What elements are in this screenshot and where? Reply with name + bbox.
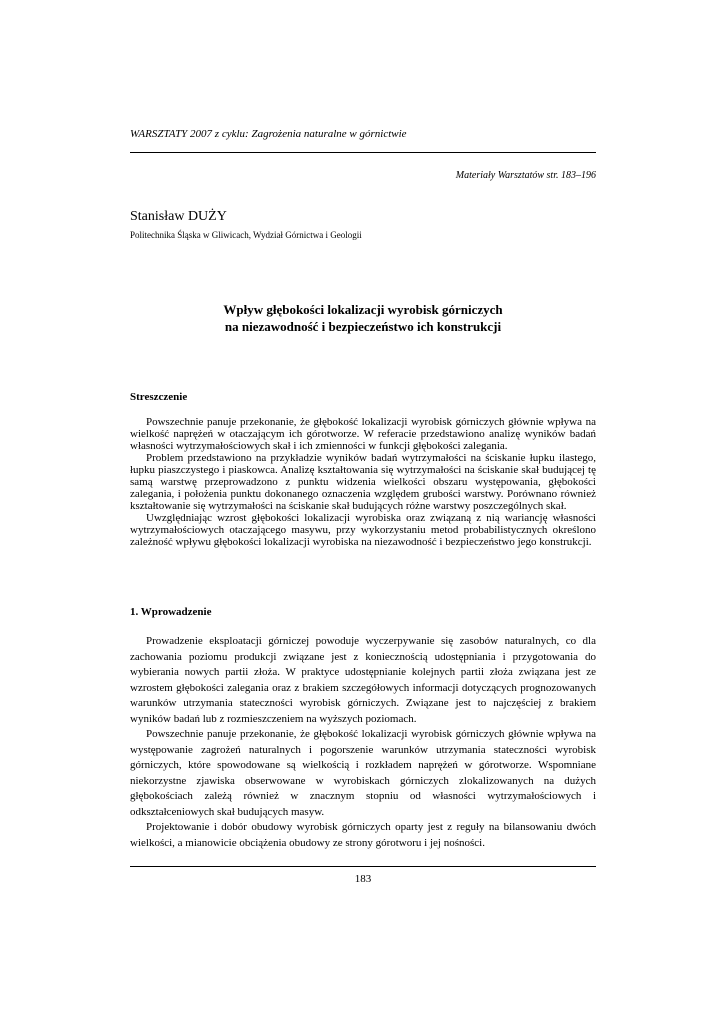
introduction-body xyxy=(130,634,596,851)
header-rule xyxy=(130,152,596,153)
abstract-paragraph: Uwzględniając wzrost głębokości lokalizacji wyrobiska oraz związaną z nią wariancję własności wytrzymałościowych otaczającego masywu, przy wykorzystaniu metod probabilistycznych określono zależność wpływu głębokości lokalizacji wyrobiska na niezawodność i bezpieczeństwo jego konstrukcji. xyxy=(130,512,596,549)
body-paragraph: Projektowanie i dobór obudowy wyrobisk górniczych oparty jest z reguły na bilansowaniu dwóch wielkości, a mianowicie obciążenia obudowy ze strony górotworu i jej nośności. xyxy=(130,821,596,849)
body-paragraph: Prowadzenie eksploatacji górniczej powoduje wyczerpywanie się zasobów naturalnych, co dla zachowania poziomu produkcji związane jest z koniecznością udostępniania i przygotowania do wybierania nowych partii złoża. W praktyce udostępnianie kolejnych partii złoża związana jest ze wzrostem głębokości zalegania oraz z brakiem szczegółowych informacji dotyczących prognozowanych warunków utrzymania stateczności wyrobisk górniczych. Związane jest to najczęściej z brakiem wyników badań lub z rozmieszczeniem na wyższych poziomach. xyxy=(130,635,596,725)
author-affiliation: Politechnika Śląska w Gliwicach, Wydział Górnictwa i Geologii xyxy=(130,230,362,240)
series-header: WARSZTATY 2007 z cyklu: Zagrożenia naturalne w górnictwie xyxy=(130,128,407,140)
paper-title xyxy=(130,301,596,335)
body-paragraph: Powszechnie panuje przekonanie, że głębokość lokalizacji wyrobisk górniczych głównie wpływa na występowanie zagrożeń naturalnych i pogorszenie warunków utrzymania stateczności wyrobisk górniczych, które spowodowane są wielkością i rozkładem naprężeń w górotworze. Wspomniane niekorzystne zjawiska obserwowane w wyrobiskach górniczych zlokalizowanych na dużych głębokościach zależą również w znacznym stopniu od własności wytrzymałościowych i odkształceniowych skał budujących masyw. xyxy=(130,728,596,818)
abstract-paragraph: Powszechnie panuje przekonanie, że głębokość lokalizacji wyrobisk górniczych głównie wpływa na wielkość naprężeń w otaczającym ich górotworze. W referacie przedstawiono analizę wyników badań własności wytrzymałościowych skał i ich zmienności w funkcji głębokości zalegania. xyxy=(130,416,596,453)
author-name: Stanisław DUŻY xyxy=(130,209,227,224)
page-number: 183 xyxy=(354,873,372,885)
abstract-heading: Streszczenie xyxy=(130,391,188,403)
section-heading: 1. Wprowadzenie xyxy=(130,606,212,618)
title-line-1: Wpływ głębokości lokalizacji wyrobisk górniczych xyxy=(223,302,503,317)
title-line-2: na niezawodność i bezpieczeństwo ich konstrukcji xyxy=(224,319,502,334)
materials-reference: Materiały Warsztatów str. 183–196 xyxy=(455,170,596,181)
abstract-paragraph: Problem przedstawiono na przykładzie wyników badań wytrzymałości na ściskanie łupku ilastego, łupku piaszczystego i piaskowca. Analizę kształtowania się wytrzymałości na ściskanie skał budującej tę samą warstwę przeprowadzono z punktu widzenia wielkości obszaru występowania, głębokości zalegania, i położenia punktu dokonanego oznaczenia względem grubości warstwy. Porównano również kształtowanie się wytrzymałości na ściskanie skał budujących różne warstwy poszczególnych skał. xyxy=(130,452,596,513)
footer-rule xyxy=(130,866,596,867)
abstract-body xyxy=(130,416,596,549)
